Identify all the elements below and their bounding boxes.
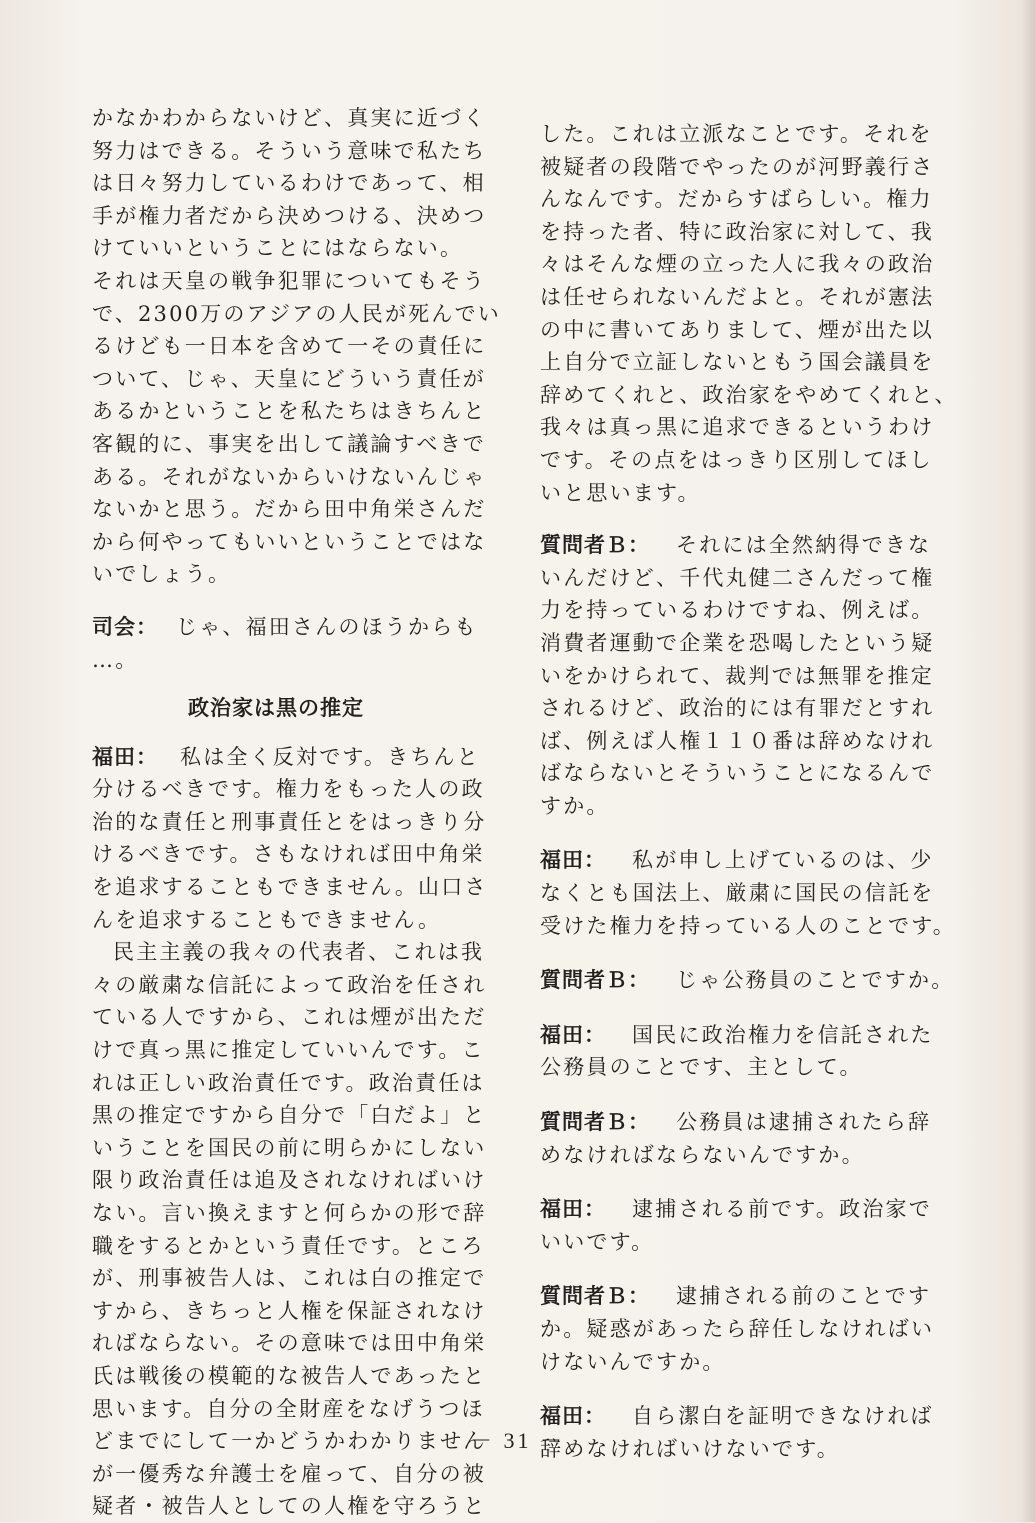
- text-line: ないかと思う。だから田中角栄さんだ: [92, 497, 487, 522]
- text-line: 民主主義の我々の代表者、これは我: [113, 940, 485, 965]
- text-line: 職をするとかという責任です。ところ: [92, 1233, 485, 1258]
- text-line: 黒の推定ですから自分で「白だよ」と: [92, 1103, 487, 1128]
- text-line: 努力はできる。そういう意味で私たち: [92, 138, 487, 163]
- speech-text: 自ら潔白を証明できなければ: [632, 1404, 934, 1429]
- section-heading: 政治家は黒の推定: [188, 696, 364, 721]
- text-line: ついて、じゃ、天皇にどういう責任が: [92, 366, 486, 391]
- text-line: 辞めてくれと、政治家をやめてくれと、: [540, 382, 958, 407]
- speaker-label: 福田：: [540, 1197, 606, 1222]
- text-line: の中に書いてありまして、煙が出た以: [540, 317, 934, 342]
- text-line: けで真っ黒に推定していいんです。こ: [92, 1038, 485, 1063]
- speaker-label: 質問者Ｂ：: [540, 968, 650, 993]
- text-line: ある。それがないからいけないんじゃ: [92, 464, 487, 489]
- speech-line: [540, 1193, 940, 1226]
- speech-line: [92, 741, 512, 774]
- block-gap: [92, 676, 512, 692]
- block-gap: [540, 1258, 940, 1280]
- speech-line: けないんですか。: [540, 1349, 726, 1374]
- text-line: が一優秀な弁護士を雇って、自分の被: [92, 1461, 486, 1486]
- text-line: 々の厳粛な信託によって政治を任され: [92, 972, 487, 997]
- text-line: けていいということにはならない。: [92, 236, 464, 261]
- text-line: 手が権力者だから決めつける、決めつ: [92, 203, 487, 228]
- speaker-label: 福田：: [92, 744, 158, 769]
- text-line: るけども一日本を含めて一その責任に: [92, 334, 487, 359]
- speech-line: を追求することもできません。山口さ: [92, 875, 488, 900]
- speech-line: んを追求することもできません。: [92, 907, 442, 932]
- page-number: － 31 －: [469, 1428, 565, 1453]
- text-line: で、2300万のアジアの人民が死んでい: [92, 301, 501, 326]
- speech-text: 私は全く反対です。きちんと: [180, 744, 480, 769]
- text-line: 思います。自分の全財産をなげうつほ: [92, 1396, 485, 1421]
- text-line: 我々は真っ黒に追求できるというわけ: [540, 415, 935, 440]
- speech-line: 辞めなければいけないです。: [540, 1436, 840, 1461]
- speech-line: 力を持っているわけですね、例えば。: [540, 598, 935, 623]
- speaker-label: 質問者Ｂ：: [540, 533, 650, 558]
- text-line: を持った者、特に政治家に対して、我: [540, 219, 934, 244]
- text-line: です。その点をはっきり区別してほし: [540, 447, 933, 472]
- text-line: した。これは立派なことです。それを: [540, 122, 933, 146]
- block-gap: [540, 1171, 940, 1193]
- text-line: は任せられないんだよと。それが憲法: [540, 284, 935, 309]
- text-line: いでしょう。: [92, 562, 232, 587]
- speaker-label: 福田：: [540, 1022, 606, 1047]
- speech-line: いをかけられて、裁判では無罪を推定: [540, 663, 934, 688]
- text-line: かなかわからないけど、真実に近づく: [92, 106, 487, 130]
- speech-line: ば、例えば人権１１０番は辞めなけれ: [540, 728, 935, 753]
- page-edge-shadow: [1021, 0, 1035, 1522]
- block-gap: [540, 942, 940, 964]
- speech-text: 私が申し上げているのは、少: [632, 848, 934, 873]
- speech-line: めなければならないんですか。: [540, 1142, 865, 1167]
- speech-line: [540, 1019, 940, 1052]
- speech-line: 治的な責任と刑事責任とをはっきり分: [92, 809, 487, 834]
- speech-line: [540, 844, 940, 877]
- text-line: 疑者・被告人としての人権を守ろうと: [92, 1494, 487, 1519]
- text-line: れは正しい政治責任です。政治責任は: [92, 1070, 485, 1095]
- speech-line: [540, 529, 940, 562]
- text-line: ている人ですから、これは煙が出ただ: [92, 1005, 487, 1030]
- block-gap: [540, 997, 940, 1019]
- speech-line: [92, 611, 512, 644]
- speech-text: じゃ、福田さんのほうからも: [176, 614, 478, 639]
- left-column: [92, 102, 512, 1523]
- right-column: [540, 118, 958, 1465]
- text-line: いうことを国民の前に明らかにしない: [92, 1135, 487, 1160]
- speech-line: なくとも国法上、厳粛に国民の信託を: [540, 881, 935, 906]
- speech-line: [540, 964, 955, 997]
- speech-line: 受けた権力を持っている人のことです。: [540, 913, 956, 938]
- text-line: んなんです。だからすばらしい。権力: [540, 187, 933, 212]
- speech-line: 分けるべきです。権力をもった人の政: [92, 777, 485, 802]
- speech-text: 国民に政治権力を信託された: [632, 1022, 934, 1047]
- speech-text: 公務員は逮捕されたら辞: [676, 1110, 932, 1135]
- speech-text: 逮捕される前のことです: [676, 1284, 932, 1309]
- text-line: 限り政治責任は追及されなければいけ: [92, 1168, 487, 1193]
- speaker-label: 質問者Ｂ：: [540, 1284, 650, 1309]
- speech-line: か。疑惑があったら辞任しなければい: [540, 1317, 935, 1341]
- text-line: あるかということを私たちはきちんと: [92, 399, 487, 424]
- text-line: 上自分で立証しないともう国会議員を: [540, 350, 935, 375]
- speech-line: [540, 1280, 940, 1313]
- text-line: 々はそんな煙の立った人に我々の政治: [540, 252, 935, 277]
- speech-line: 公務員のことです、主として。: [540, 1055, 863, 1080]
- speaker-label: 司会：: [92, 614, 158, 639]
- speech-line: いいです。: [540, 1229, 655, 1254]
- speech-line: けるべきです。さもなければ田中角栄: [92, 842, 485, 867]
- speech-line: [540, 1106, 940, 1139]
- text-line: どまでにして一かどうかわかりません: [92, 1429, 487, 1454]
- speech-line: 消費者運動で企業を恐喝したという疑: [540, 630, 935, 655]
- text-line: から何やってもいいということではな: [92, 529, 487, 554]
- text-line: ない。言い換えますと何らかの形で辞: [92, 1201, 487, 1225]
- block-gap: [540, 1084, 940, 1106]
- text-line: いと思います。: [540, 480, 701, 505]
- speech-text: じゃ公務員のことですか。: [676, 968, 955, 993]
- text-line: それは天皇の戦争犯罪についてもそう: [92, 268, 486, 293]
- speech-line: すか。: [540, 793, 610, 818]
- speaker-label: 質問者Ｂ：: [540, 1110, 650, 1135]
- text-line: は日々努力しているわけであって、相: [92, 171, 486, 196]
- speech-text: 逮捕される前です。政治家で: [632, 1197, 932, 1222]
- block-gap: [92, 591, 512, 611]
- block-gap: [92, 725, 512, 741]
- speech-line: ばならないとそういうことになるんで: [540, 761, 935, 786]
- speaker-label: 福田：: [540, 848, 606, 873]
- block-gap: [540, 1378, 940, 1400]
- text-line: 氏は戦後の模範的な被告人であったと: [92, 1363, 487, 1388]
- block-gap: [540, 509, 940, 529]
- speaker-label: 福田：: [540, 1404, 606, 1429]
- speech-line: されるけど、政治的には有罪だとすれ: [540, 696, 935, 721]
- text-line: 被疑者の段階でやったのが河野義行さ: [540, 154, 935, 179]
- text-line: が、刑事被告人は、これは白の推定で: [92, 1266, 487, 1291]
- speech-line: いんだけど、千代丸健二さんだって権: [540, 565, 935, 590]
- text-line: すから、きちっと人権を保証されなけ: [92, 1298, 487, 1323]
- text-line: 客観的に、事実を出して議論すべきで: [92, 431, 486, 456]
- block-gap: [540, 822, 940, 844]
- speech-text: それには全然納得できな: [676, 533, 932, 558]
- speech-line: …。: [92, 647, 139, 672]
- text-line: ればならない。その意味では田中角栄: [92, 1331, 487, 1356]
